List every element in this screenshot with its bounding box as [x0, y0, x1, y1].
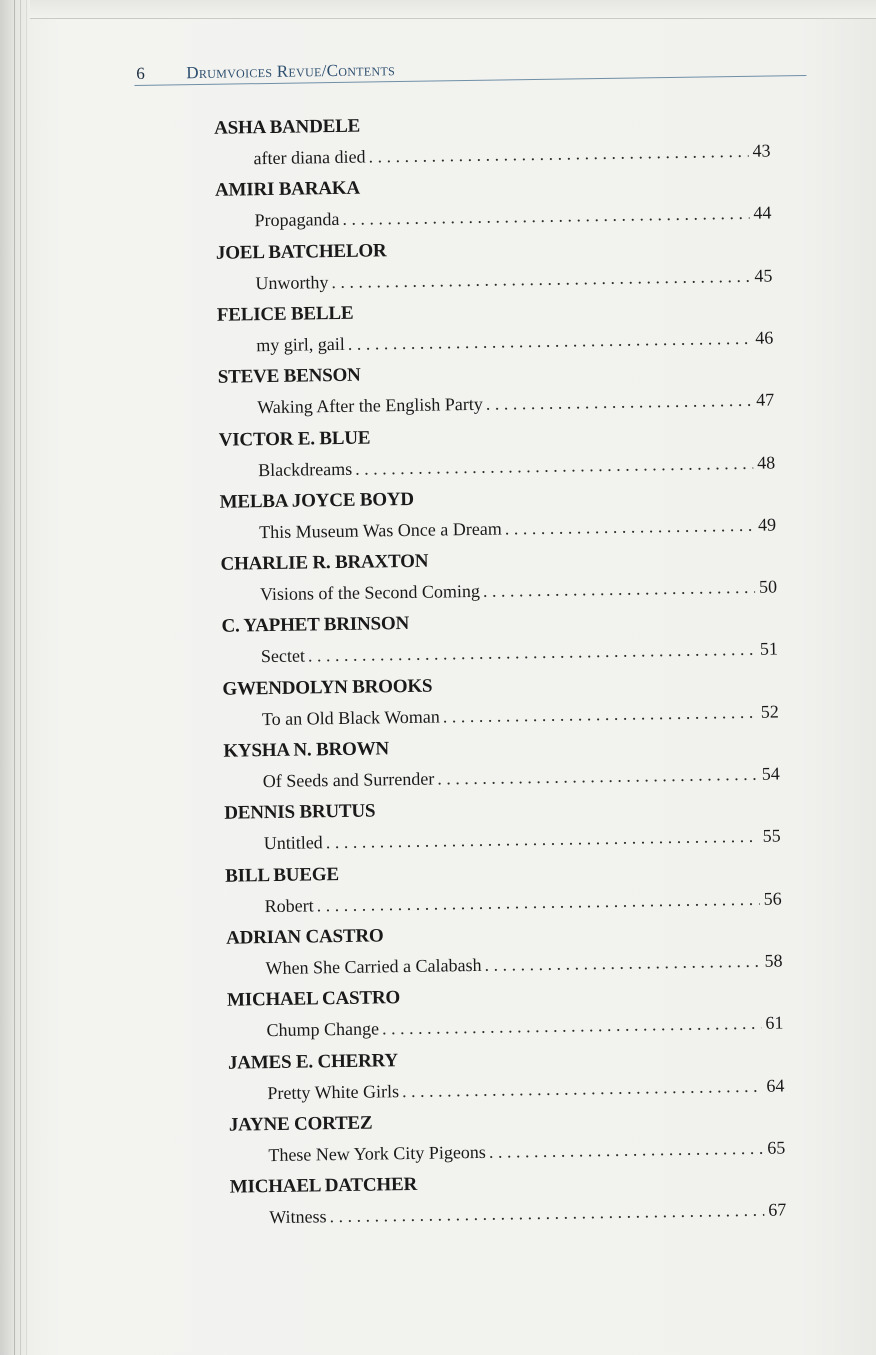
toc-entry — [257, 390, 774, 419]
toc-page-number: 43 — [752, 140, 771, 161]
toc-page-number: 46 — [755, 327, 774, 348]
toc-author: MELBA JOYCE BOYD — [219, 488, 415, 513]
toc-title: Waking After the English Party — [257, 394, 483, 418]
toc-entry — [261, 639, 778, 668]
toc-title: Chump Change — [266, 1018, 380, 1041]
toc-author: JAYNE CORTEZ — [228, 1112, 373, 1136]
toc-page-number: 67 — [768, 1199, 787, 1220]
toc-entry — [254, 203, 771, 232]
toc-page-number: 56 — [763, 888, 782, 909]
toc-entry — [266, 1013, 783, 1042]
toc-title: Blackdreams — [258, 458, 353, 480]
toc-entry — [268, 1137, 785, 1166]
toc-author: KYSHA N. BROWN — [223, 738, 390, 762]
toc-entry — [262, 701, 779, 730]
toc-page-number: 61 — [765, 1012, 784, 1033]
toc-title: Pretty White Girls — [267, 1080, 400, 1103]
toc-author: DENNIS BRUTUS — [224, 800, 376, 825]
toc-page-number: 44 — [753, 202, 772, 224]
toc-title: When She Carried a Calabash — [265, 954, 482, 979]
dot-leader — [323, 826, 759, 853]
toc-page-number: 52 — [760, 701, 779, 722]
toc-entry — [267, 1075, 784, 1104]
toc-title: Unworthy — [255, 271, 329, 293]
toc-page-number: 54 — [761, 763, 780, 784]
dot-leader — [440, 701, 757, 727]
toc-title: To an Old Black Woman — [261, 706, 440, 729]
toc-author: ASHA BANDELE — [213, 115, 361, 139]
dot-leader — [434, 764, 758, 790]
toc-page-number: 55 — [762, 825, 781, 847]
toc-entry — [253, 141, 770, 170]
toc-title: after diana died — [253, 146, 366, 169]
dot-leader — [486, 1138, 764, 1163]
toc-entry — [265, 950, 782, 979]
dot-leader — [339, 203, 749, 230]
toc-page-number: 50 — [758, 576, 778, 597]
toc-title: Sectet — [260, 645, 306, 667]
toc-title: Of Seeds and Surrender — [262, 768, 435, 792]
page-number: 6 — [136, 63, 145, 83]
dot-leader — [365, 141, 748, 168]
toc-author: MICHAEL CASTRO — [226, 987, 401, 1011]
dot-leader — [352, 452, 753, 479]
dot-leader — [314, 888, 760, 916]
toc-author: STEVE BENSON — [217, 364, 361, 388]
dot-leader — [345, 328, 752, 355]
toc-page-number: 49 — [757, 514, 777, 535]
toc-title: Propaganda — [254, 209, 340, 231]
toc-entry — [259, 514, 776, 543]
toc-page-number: 51 — [759, 638, 779, 660]
dot-leader — [326, 1200, 764, 1227]
toc-entry — [269, 1200, 786, 1229]
dot-leader — [379, 1013, 762, 1040]
toc-author: ADRIAN CASTRO — [225, 925, 384, 949]
toc-title: This Museum Was Once a Dream — [258, 518, 502, 542]
dot-leader — [480, 577, 755, 602]
toc-title: Robert — [264, 894, 314, 916]
dot-leader — [328, 265, 750, 292]
toc-entry — [264, 826, 781, 855]
toc-author: C. YAPHET BRINSON — [221, 613, 410, 638]
toc-author: CHARLIE R. BRAXTON — [220, 550, 429, 575]
toc-entry — [255, 265, 772, 294]
toc-author: FELICE BELLE — [216, 302, 354, 326]
toc-author: VICTOR E. BLUE — [218, 427, 371, 451]
toc-entry — [258, 452, 775, 481]
toc-page-number: 45 — [754, 265, 773, 286]
toc-entry — [265, 888, 782, 917]
toc-page-number: 47 — [756, 389, 775, 410]
toc-page-number: 64 — [766, 1074, 785, 1096]
dot-leader — [399, 1075, 763, 1101]
toc-author: BILL BUEGE — [225, 863, 339, 887]
toc-title: my girl, gail — [256, 333, 345, 356]
toc-title: Witness — [269, 1206, 327, 1228]
dot-leader — [502, 515, 755, 540]
toc-title: These New York City Pigeons — [268, 1141, 486, 1165]
toc-page-number: 48 — [756, 452, 776, 473]
toc-entry — [260, 577, 777, 606]
toc-page-number: 58 — [764, 950, 783, 971]
toc-page-number: 65 — [767, 1137, 786, 1158]
running-head-title: Drumvoices Revue/Contents — [186, 60, 396, 83]
toc-author: JAMES E. CHERRY — [227, 1049, 399, 1074]
dot-leader — [481, 951, 760, 976]
dot-leader — [483, 390, 753, 415]
toc-entry — [256, 327, 773, 356]
toc-title: Visions of the Second Coming — [259, 580, 481, 605]
toc-entry — [263, 763, 780, 792]
toc-author: JOEL BATCHELOR — [215, 239, 387, 264]
toc-author: GWENDOLYN BROOKS — [222, 675, 433, 700]
running-head — [134, 43, 806, 86]
dot-leader — [305, 639, 756, 667]
toc-author: AMIRI BARAKA — [214, 177, 361, 202]
toc-author: MICHAEL DATCHER — [229, 1173, 418, 1198]
toc-title: Untitled — [263, 832, 323, 854]
